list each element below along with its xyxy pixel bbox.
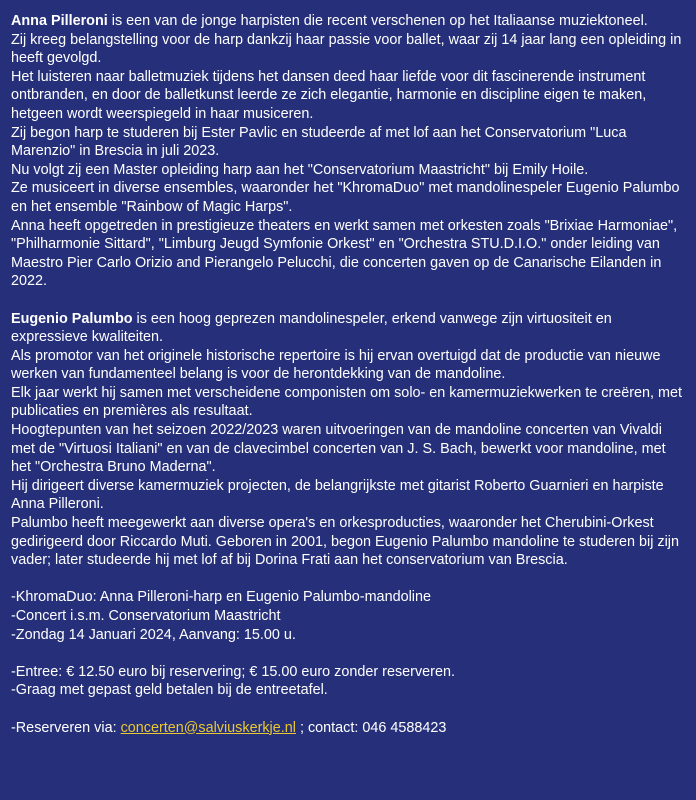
anna-bio-paragraph: Zij kreeg belangstelling voor de harp dankzij haar passie voor ballet, waar zij 14 jaar lang een opleiding in heeft gevolgd. (11, 31, 682, 67)
concert-venue: -Concert i.s.m. Conservatorium Maastricht (11, 608, 281, 624)
ticket-entry: -Entree: € 12.50 euro bij reservering; € 15.00 euro zonder reserveren. (11, 663, 455, 680)
email-link[interactable]: concerten@salviuskerkje.nl (120, 719, 296, 736)
reservation-prefix: -Reserveren via: (11, 719, 121, 736)
anna-bio-paragraph: Het luisteren naar balletmuziek tijdens het dansen deed haar liefde voor dit fascinerende instrument ontbranden, en door de balletkunst leerde ze zich elegantie, harmonie en discipline eigen te maken, hetgeen wordt weerspiegeld in haar musiceren. (11, 68, 647, 122)
anna-bio-paragraph: Zij begon harp te studeren bij Ester Pavlic en studeerde af met lof aan het Conservatorium "Luca Marenzio" in Brescia in juli 2023. (11, 124, 627, 160)
eugenio-bio-intro (11, 310, 686, 347)
spacer (11, 700, 686, 719)
concert-duo: -KhromaDuo: Anna Pilleroni-harp en Eugenio Palumbo-mandoline (11, 589, 431, 606)
anna-bio-paragraph: Anna heeft opgetreden in prestigieuze theaters en werkt samen met orkesten zoals "Brixiae Harmoniae", "Philharmonie Sittard", "Limburg Jeugd Symfonie Orkest" en "Orchestra STU.D.I.O." onder leiding van Maestro Pier Carlo Orizio and Pierangelo Pelucchi, die concerten gaven op de Canarische Eilanden in 2022. (11, 217, 678, 290)
eugenio-bio-paragraph: Palumbo heeft meegewerkt aan diverse opera's en orkesproducties, waaronder het Cherubini-Orkest gedirigeerd door Riccardo Muti. Geboren in 2001, begon Eugenio Palumbo mandoline te studeren bij zijn vader; later studeerde hij met lof af bij Dorina Frati aan het conservatorium van Brescia. (11, 515, 679, 569)
anna-name: Anna Pilleroni (11, 13, 108, 29)
spacer (11, 291, 686, 310)
reservation-contact: ; contact: 046 4588423 (295, 719, 447, 736)
concert-datetime: -Zondag 14 Januari 2024, Aanvang: 15.00 u. (11, 626, 296, 643)
anna-bio-paragraph: Ze musiceert in diverse ensembles, waaronder het "KhromaDuo" met mandolinespeler Eugenio Palumbo en het ensemble "Rainbow of Magic Harps". (11, 180, 680, 215)
eugenio-bio-paragraph: Elk jaar werkt hij samen met verscheidene componisten om solo- en kamermuziekwerken te creëren, met publicaties en premières als resultaat. (11, 384, 683, 420)
eugenio-intro-text: is een hoog geprezen mandolinespeler, erkend vanwege zijn virtuositeit en expressieve kwaliteiten. (11, 310, 612, 346)
anna-bio-paragraph: Nu volgt zij een Master opleiding harp aan het "Conservatorium Maastricht" bij Emily Hoile. (11, 161, 589, 178)
eugenio-name: Eugenio Palumbo (11, 310, 133, 327)
spacer (11, 570, 686, 589)
eugenio-bio-paragraph: Hij dirigeert diverse kamermuziek projecten, de belangrijkste met gitarist Roberto Guarnieri en harpiste Anna Pilleroni. (11, 477, 664, 513)
ticket-payment: -Graag met gepast geld betalen bij de entreetafel. (11, 682, 328, 699)
eugenio-bio-paragraph: Als promotor van het originele historische repertoire is hij ervan overtuigd dat de productie van nieuwe werken van fundamenteel belang is voor de herontdekking van de mandoline. (11, 347, 661, 383)
reservation-line (11, 719, 686, 738)
anna-intro-text: is een van de jonge harpisten die recent verschenen op het Italiaanse muziektoneel. (107, 13, 648, 29)
anna-bio-intro (11, 12, 686, 31)
spacer (11, 644, 686, 663)
eugenio-bio-paragraph: Hoogtepunten van het seizoen 2022/2023 waren uitvoeringen van de mandoline concerten van Vivaldi met de "Virtuosi Italiani" en van de clavecimbel concerten van J. S. Bach, bewerkt voor mandoline, met het "Orchestra Bruno Maderna". (11, 422, 666, 476)
